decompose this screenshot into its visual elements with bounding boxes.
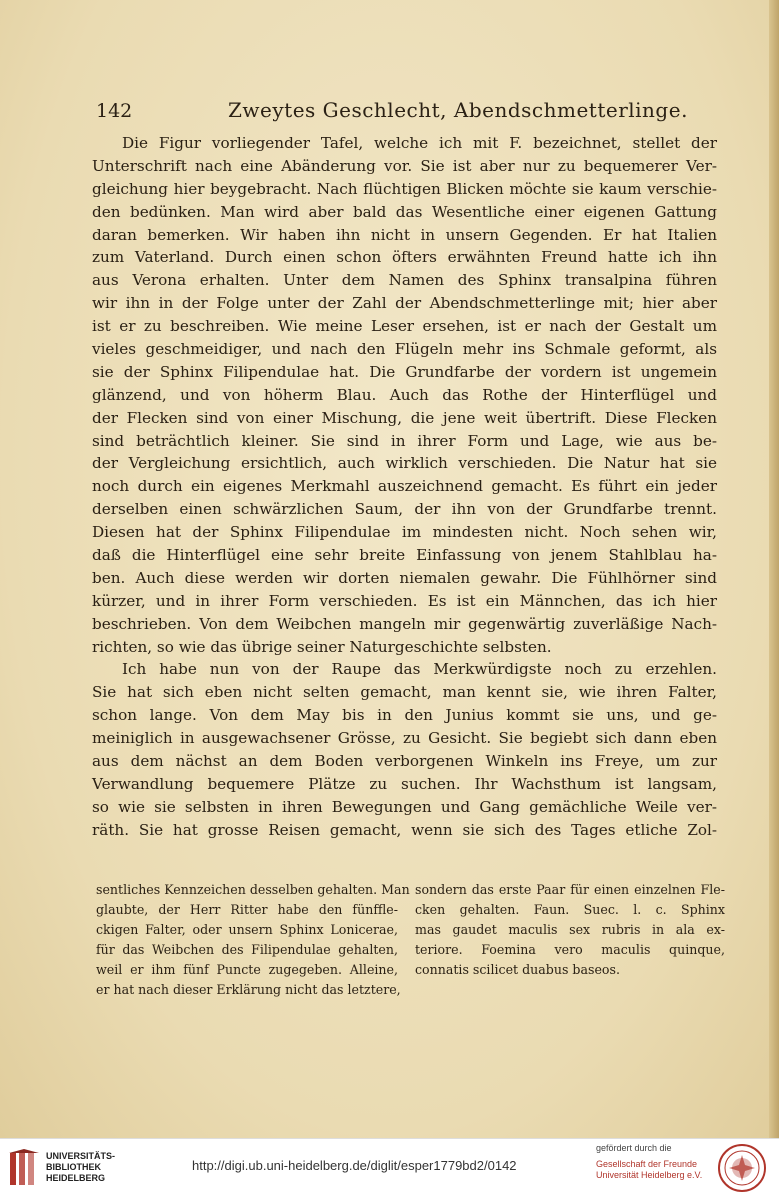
footnote-line: glaubte, der Herr Ritter habe den fünffle- — [96, 902, 398, 917]
footnote-line: mas gaudet maculis sex rubris in ala ex- — [415, 922, 725, 937]
text-line: daran bemerken. Wir haben ihn nicht in unsern Gegenden. Er hat Italien — [92, 225, 717, 244]
library-name-line: HEIDELBERG — [46, 1173, 106, 1183]
text-line: richten, so wie das übrige seiner Naturgeschichte selbsten. — [92, 637, 552, 656]
running-head: Zweytes Geschlecht, Abendschmetterlinge. — [228, 98, 688, 122]
library-name-line: UNIVERSITÄTS- — [46, 1151, 116, 1161]
footnote-line: teriore. Foemina vero maculis quinque, — [415, 942, 725, 957]
text-line: der Vergleichung ersichtlich, auch wirklich verschieden. Die Natur hat sie — [92, 454, 717, 473]
text-line: Ich habe nun von der Raupe das Merkwürdigste noch zu erzehlen. — [122, 660, 717, 679]
text-line: Sie hat sich eben nicht selten gemacht, man kennt sie, wie ihren Falter, — [92, 683, 717, 702]
text-line: zum Vaterland. Durch einen schon öfters erwähnten Freund hatte ich ihn — [92, 248, 717, 267]
text-line: gleichung hier beygebracht. Nach flüchtigen Blicken möchte sie kaum verschie- — [92, 179, 717, 198]
footnote-line: cken gehalten. Faun. Suec. l. c. Sphinx — [415, 902, 725, 917]
text-line: sind beträchtlich kleiner. Sie sind in ihrer Form und Lage, wie aus be- — [92, 431, 717, 450]
text-line: kürzer, und in ihrer Form verschieden. Es ist ein Männchen, das ich hier — [92, 591, 717, 610]
text-line: Die Figur vorliegender Tafel, welche ich mit F. bezeichnet, stellet der — [122, 134, 717, 152]
text-line: schon lange. Von dem May bis in den Junius kommt sie uns, und ge- — [92, 706, 717, 725]
society-name[interactable] — [596, 1159, 702, 1181]
text-line: aus dem nächst an dem Boden verborgenen Winkeln ins Freye, um zur — [92, 752, 717, 771]
library-name-line: BIBLIOTHEK — [46, 1162, 101, 1172]
text-line: glänzend, und von höherm Blau. Auch das Rothe der Hinterflügel und — [92, 385, 717, 404]
text-line: so wie sie selbsten in ihren Bewegungen und Gang gemächliche Weile ver- — [92, 797, 717, 816]
text-line: noch durch ein eigenes Merkmahl auszeichnend gemacht. Es führt ein jeder — [92, 477, 717, 496]
university-library-logo-icon[interactable] — [8, 1149, 40, 1189]
text-line: ist er zu beschreiben. Wie meine Leser ersehen, ist er nach der Gestalt um — [92, 317, 717, 336]
text-line: meiniglich in ausgewachsener Grösse, zu Gesicht. Sie begiebt sich dann eben — [92, 729, 717, 748]
text-line: sie der Sphinx Filipendulae hat. Die Grundfarbe der vordern ist ungemein — [92, 362, 717, 381]
text-line: Diesen hat der Sphinx Filipendulae im mindesten nicht. Noch sehen wir, — [92, 523, 717, 542]
library-name — [46, 1151, 115, 1184]
body-text — [92, 132, 717, 842]
text-line: der Flecken sind von einer Mischung, die jene weit übertrift. Diese Flecken — [92, 408, 717, 427]
page-edge — [769, 0, 779, 1138]
funded-by-label: gefördert durch die — [596, 1143, 672, 1153]
footnote-left-column — [96, 880, 410, 1000]
text-line: derselben einen schwärzlichen Saum, der ihn von der Grundfarbe trennt. — [92, 500, 717, 519]
footnote-line: weil er ihm fünf Puncte zugegeben. Alleine, — [96, 962, 398, 977]
footnote-right-column — [415, 880, 725, 980]
society-name-line: Gesellschaft der Freunde — [596, 1159, 698, 1169]
text-line: Unterschrift nach eine Abänderung vor. Sie ist aber nur zu bequemerer Ver- — [92, 156, 717, 175]
text-line: beschrieben. Von dem Weibchen mangeln mir gegenwärtig zuverläßige Nach- — [92, 614, 717, 633]
text-line: ben. Auch diese werden wir dorten niemalen gewahr. Die Fühlhörner sind — [92, 568, 717, 587]
footnote-line: ckigen Falter, oder unsern Sphinx Lonicerae, — [96, 922, 398, 937]
text-line: aus Verona erhalten. Unter dem Namen des Sphinx transalpina führen — [92, 271, 717, 290]
footnote-line: sentliches Kennzeichen desselben gehalten. Man — [96, 882, 410, 897]
text-line: Verwandlung bequemere Plätze zu suchen. Ihr Wachsthum ist langsam, — [92, 774, 717, 793]
permalink-url[interactable]: http://digi.ub.uni-heidelberg.de/diglit/esper1779bd2/0142 — [192, 1158, 517, 1173]
society-name-line: Universität Heidelberg e.V. — [596, 1170, 703, 1180]
text-line: daß die Hinterflügel eine sehr breite Einfassung von jenem Stahlblau ha- — [92, 546, 717, 565]
viewer-footer — [0, 1138, 779, 1197]
footnote-line: sondern das erste Paar für einen einzelnen Fle- — [415, 882, 725, 897]
footnote-line: connatis scilicet duabus baseos. — [415, 962, 620, 977]
text-line: den bedünken. Man wird aber bald das Wesentliche einer eigenen Gattung — [92, 202, 717, 221]
footnote-line: für das Weibchen des Filipendulae gehalten, — [96, 942, 398, 957]
footnote-line: er hat nach dieser Erklärung nicht das letztere, — [96, 982, 401, 997]
page-number: 142 — [96, 100, 133, 122]
text-line: wir ihn in der Folge unter der Zahl der Abendschmetterlinge mit; hier aber — [92, 294, 717, 313]
text-line: vieles geschmeidiger, und nach den Flügeln mehr ins Schmale geformt, als — [92, 340, 717, 359]
university-seal-icon — [717, 1143, 767, 1193]
page-header — [96, 98, 726, 128]
text-line: räth. Sie hat grosse Reisen gemacht, wenn sie sich des Tages etliche Zol- — [92, 820, 717, 839]
